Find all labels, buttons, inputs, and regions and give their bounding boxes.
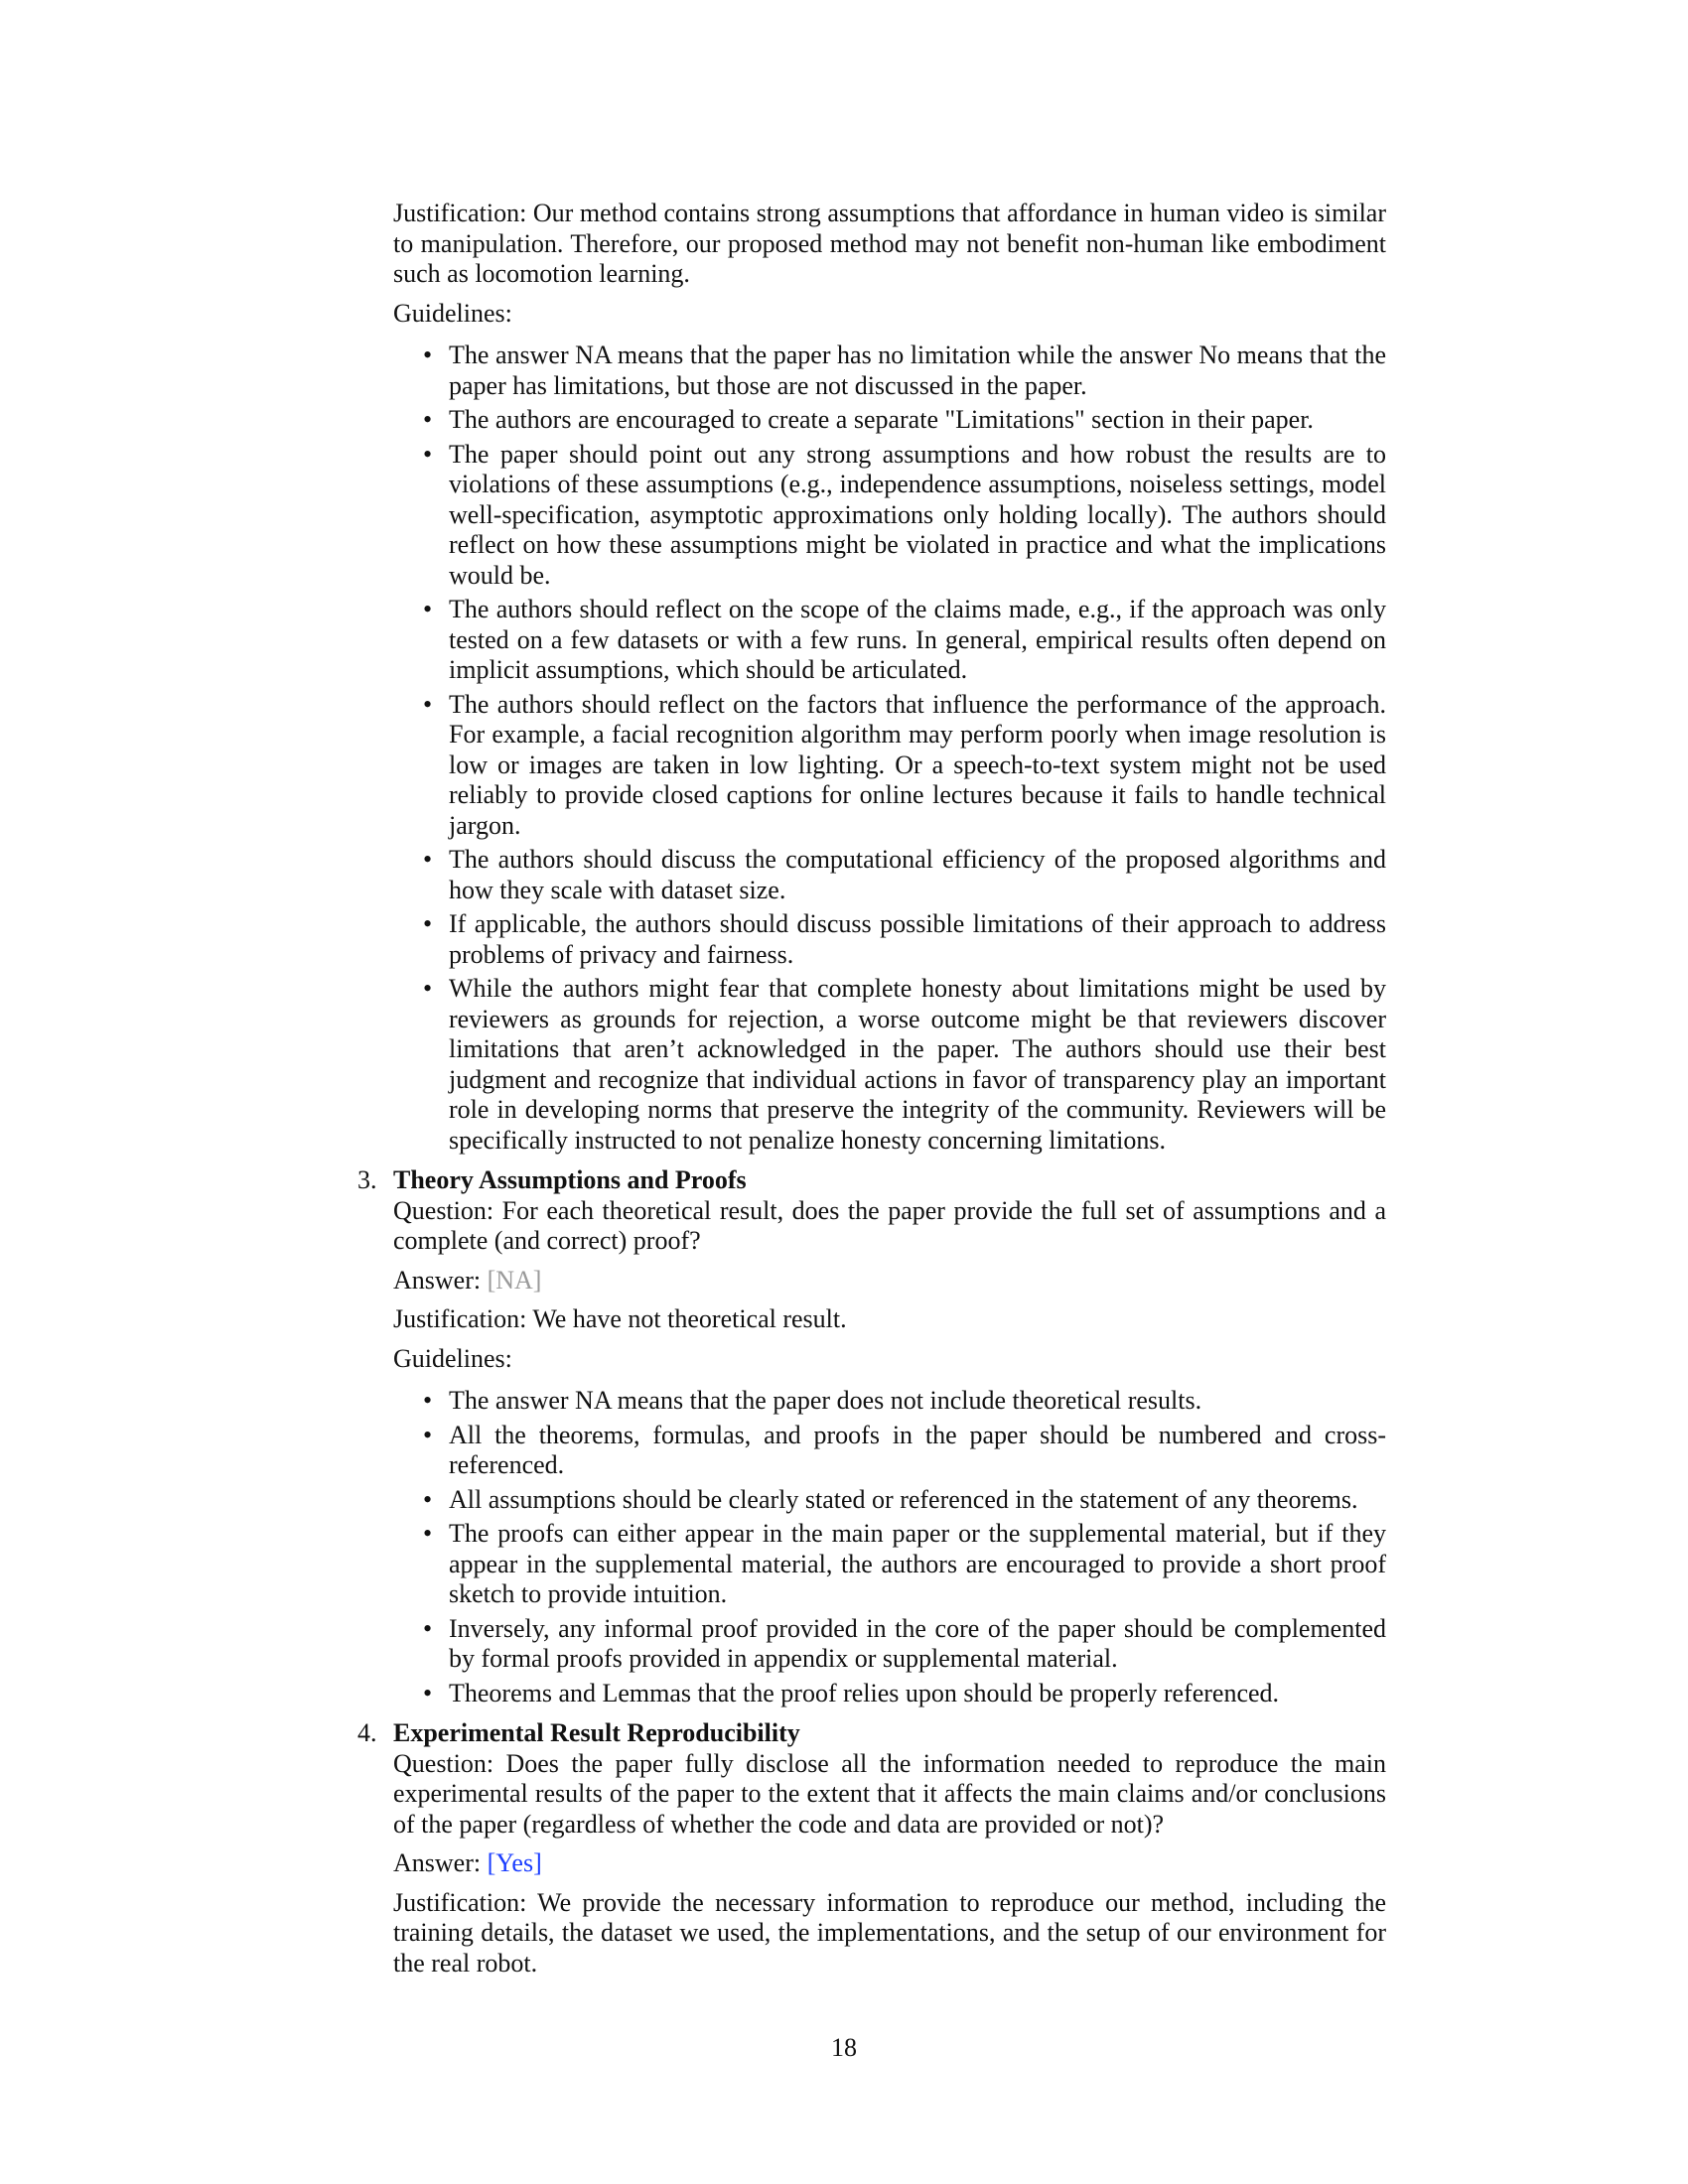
limitations-guidelines-label: Guidelines: bbox=[393, 298, 512, 328]
answer-label: Answer: bbox=[393, 1848, 482, 1877]
limitations-justification: Justification: Our method contains strong assumptions that affordance in human video is similar to manipulation. Therefore, our proposed method may not benefit non-human like embodiment such as locomotion learning. bbox=[393, 199, 1386, 288]
section-number: 4. bbox=[357, 1718, 377, 1747]
guideline-item: • All assumptions should be clearly stated or referenced in the statement of any theorems. bbox=[449, 1485, 1386, 1516]
guideline-item: • The answer NA means that the paper does not include theoretical results. bbox=[449, 1386, 1386, 1417]
guideline-item: • The authors should reflect on the scope of the claims made, e.g., if the approach was only tested on a few datasets or with a few runs. In general, empirical results often depend on implicit assumptions, which should be articulated. bbox=[449, 595, 1386, 686]
guideline-item: • The paper should point out any strong assumptions and how robust the results are to violations of these assumptions (e.g., independence assumptions, noiseless settings, model well-specification, asymptotic approximations only holding locally). The authors should reflect on how these assumptions might be violated in practice and what the implications would be. bbox=[449, 440, 1386, 592]
guideline-item: • Inversely, any informal proof provided in the core of the paper should be complemented by formal proofs provided in appendix or supplemental material. bbox=[449, 1614, 1386, 1675]
guideline-item: • All the theorems, formulas, and proofs in the paper should be numbered and cross-referenced. bbox=[449, 1421, 1386, 1481]
guideline-item: • The authors are encouraged to create a separate "Limitations" section in their paper. bbox=[449, 405, 1386, 436]
section-theory bbox=[357, 1165, 1386, 1708]
page-number: 18 bbox=[831, 2033, 857, 2062]
limitations-guidelines-list bbox=[393, 341, 1386, 1156]
theory-guidelines-list bbox=[393, 1386, 1386, 1708]
guideline-item: • The authors should reflect on the factors that influence the performance of the approach. For example, a facial recognition algorithm may perform poorly when image resolution is low or images are taken in low lighting. Or a speech-to-text system might not be used reliably to provide closed captions for online lectures because it fails to handle technical jargon. bbox=[449, 690, 1386, 842]
guideline-item: • The proofs can either appear in the main paper or the supplemental material, but if they appear in the supplemental material, the authors are encouraged to provide a short proof sketch to provide intuition. bbox=[449, 1519, 1386, 1610]
reproducibility-justification: Justification: We provide the necessary information to reproduce our method, including the training details, the dataset we used, the implementations, and the setup of our environment for the real robot. bbox=[393, 1887, 1386, 1978]
page-body bbox=[357, 199, 1386, 1979]
answer-value: [NA] bbox=[487, 1265, 542, 1295]
theory-answer bbox=[393, 1266, 1386, 1297]
guideline-item: • The answer NA means that the paper has no limitation while the answer No means that the paper has limitations, but those are not discussed in the paper. bbox=[449, 341, 1386, 401]
guideline-item: • If applicable, the authors should discuss possible limitations of their approach to address problems of privacy and fairness. bbox=[449, 909, 1386, 970]
guideline-item: • The authors should discuss the computational efficiency of the proposed algorithms and how they scale with dataset size. bbox=[449, 845, 1386, 905]
answer-value: [Yes] bbox=[487, 1848, 542, 1877]
section-title: Theory Assumptions and Proofs bbox=[393, 1165, 747, 1194]
reproducibility-question: Question: Does the paper fully disclose all the information needed to reproduce the main experimental results of the paper to the extent that it affects the main claims and/or conclusions of the paper (regardless of whether the code and data are provided or not)? bbox=[393, 1748, 1386, 1839]
theory-justification: Justification: We have not theoretical result. bbox=[393, 1304, 847, 1333]
guideline-item: • While the authors might fear that complete honesty about limitations might be used by reviewers as grounds for rejection, a worse outcome might be that reviewers discover limitations that aren’t acknowledged in the paper. The authors should use their best judgment and recognize that individual actions in favor of transparency play an important role in developing norms that preserve the integrity of the community. Reviewers will be specifically instructed to not penalize honesty concerning limitations. bbox=[449, 974, 1386, 1156]
answer-label: Answer: bbox=[393, 1265, 482, 1295]
theory-question: Question: For each theoretical result, does the paper provide the full set of assumptions and a complete (and correct) proof? bbox=[393, 1195, 1386, 1255]
section-number: 3. bbox=[357, 1165, 377, 1194]
section-title: Experimental Result Reproducibility bbox=[393, 1718, 800, 1747]
guideline-item: • Theorems and Lemmas that the proof relies upon should be properly referenced. bbox=[449, 1679, 1386, 1709]
reproducibility-answer bbox=[393, 1848, 1386, 1879]
section-reproducibility bbox=[357, 1718, 1386, 1979]
theory-guidelines-label: Guidelines: bbox=[393, 1343, 512, 1373]
